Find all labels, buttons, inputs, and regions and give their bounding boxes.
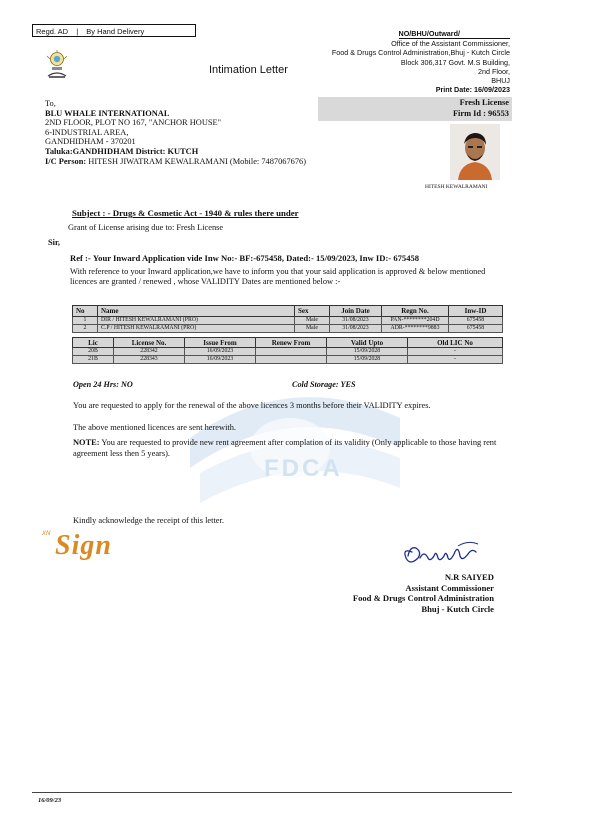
cell-name: C.P / HITESH KEWALRAMANI (PRO)	[98, 325, 295, 333]
firm-id: Firm Id : 96553	[452, 109, 509, 118]
handwritten-signature	[398, 536, 482, 568]
col-regn-no: Regn No.	[382, 306, 449, 317]
address-line-1: 2ND FLOOR, PLOT NO 167, "ANCHOR HOUSE"	[45, 118, 222, 128]
licence-table	[72, 337, 503, 364]
col-sex: Sex	[295, 306, 330, 317]
signatory-designation: Assistant Commissioner	[405, 582, 494, 593]
cell-old-lic-no: -	[408, 348, 503, 356]
cell-valid-upto: 15/09/2028	[327, 348, 408, 356]
ic-person-value: HITESH JIWATRAM KEWALRAMANI (Mobile: 7487067676)	[88, 156, 306, 166]
office-line-2: Food & Drugs Control Administration,Bhuj - Kutch Circle	[331, 48, 510, 58]
col-valid-upto: Valid Upto	[327, 338, 408, 348]
note-label: NOTE:	[73, 438, 100, 447]
license-type-box	[318, 97, 512, 121]
grant-line: Grant of License arising due to: Fresh License	[68, 223, 224, 232]
firm-name: BLU WHALE INTERNATIONAL	[45, 108, 170, 118]
signatory-org: Food & Drugs Control Administration	[352, 593, 494, 603]
ref-text: Your Inward Application vide Inw No:- BF:-675458, Dated:- 15/09/2023, Inw ID:- 675458	[92, 253, 420, 263]
reference-line	[70, 253, 419, 263]
addressee-block	[45, 99, 306, 166]
ref-label: Ref :-	[70, 253, 91, 263]
cell-lic: 20B	[73, 348, 114, 356]
cell-issue-from: 16/09/2023	[185, 356, 256, 364]
cell-sex: Male	[295, 317, 330, 325]
ic-person-label: I/C Person:	[45, 156, 87, 166]
signatory-circle: Bhuj - Kutch Circle	[421, 603, 494, 614]
office-line-4: 2nd Floor,	[478, 66, 510, 76]
regd-ad-box	[32, 24, 196, 37]
watermark-text: FDCA	[264, 455, 343, 482]
cell-license-no: 228342	[114, 348, 185, 356]
person-photo	[450, 124, 500, 180]
to-label: To,	[45, 99, 56, 108]
cell-sex: Male	[295, 325, 330, 333]
licence-table-header	[73, 338, 503, 348]
cell-old-lic-no: -	[408, 356, 503, 364]
footer-divider	[32, 792, 512, 793]
signatory-block	[353, 572, 494, 614]
acknowledge-line: Kindly acknowledge the receipt of this letter.	[73, 516, 224, 525]
cell-no: 1	[73, 317, 98, 325]
office-line-3: Block 306,317 Govt. M.S Building,	[400, 57, 510, 67]
signatory-name: N.R SAIYED	[444, 572, 494, 582]
herewith-line: The above mentioned licences are sent herewith.	[73, 423, 237, 432]
col-name: Name	[98, 306, 295, 317]
intro-paragraph: With reference to your Inward application,we have to inform you that your said application is approved & below mentioned licences are granted / renewed , whose VALIDITY Dates are mentioned below :-	[70, 267, 486, 287]
cold-storage: Cold Storage: YES	[292, 380, 356, 389]
delivery-label: By Hand Delivery	[86, 27, 145, 36]
page-title: Intimation Letter	[209, 64, 288, 76]
address-line-2: 6-INDUSTRIAL AREA,	[45, 127, 129, 137]
office-address	[290, 29, 510, 94]
table-row	[73, 348, 503, 356]
esign-small-mark: XN	[42, 531, 51, 537]
col-join-date: Join Date	[330, 306, 382, 317]
cell-valid-upto: 15/09/2028	[327, 356, 408, 364]
col-license-no: License No.	[114, 338, 185, 348]
cell-issue-from: 16/09/2023	[185, 348, 256, 356]
photo-caption: HITESH KEWALRAMANI	[425, 184, 488, 190]
salutation: Sir,	[48, 238, 61, 247]
subject-line: Subject : - Drugs & Cosmetic Act - 1940 & rules there under	[72, 208, 299, 218]
cell-lic: 21B	[73, 356, 114, 364]
note-text: You are requested to provide new rent agreement after complation of its validity (Only applicable to those having rent agreement less then 5 years).	[73, 438, 497, 458]
cell-license-no: 228343	[114, 356, 185, 364]
print-date: Print Date: 16/09/2023	[435, 85, 510, 95]
persons-table-header	[73, 306, 503, 317]
cell-inw-id: 675458	[449, 325, 503, 333]
cell-join-date: 31/08/2023	[330, 325, 382, 333]
outward-ref-no: NO/BHU/Outward/	[399, 29, 511, 39]
office-line-5: BHUJ	[491, 76, 510, 86]
taluka-district: Taluka:GANDHIDHAM District: KUTCH	[45, 146, 199, 156]
cell-renew-from	[256, 356, 327, 364]
open-24-hrs: Open 24 Hrs: NO	[73, 380, 133, 389]
col-no: No	[73, 306, 98, 317]
col-old-lic-no: Old LIC No	[408, 338, 503, 348]
esign-stamp: Sign	[55, 530, 112, 561]
renewal-instruction: You are requested to apply for the renewal of the above licences 3 months before their VALIDITY expires.	[73, 401, 431, 410]
cell-no: 2	[73, 325, 98, 333]
office-line-1: Office of the Assistant Commissioner,	[391, 39, 510, 49]
footer-date: 16/09/23	[38, 797, 62, 804]
license-type: Fresh License	[459, 98, 509, 107]
col-renew-from: Renew From	[256, 338, 327, 348]
col-issue-from: Issue From	[185, 338, 256, 348]
cell-regn-no: PAN-********204D	[382, 317, 449, 325]
separator: |	[76, 27, 79, 36]
cell-join-date: 31/08/2023	[330, 317, 382, 325]
col-inw-id: Inw-ID	[449, 306, 503, 317]
table-row	[73, 317, 503, 325]
table-row	[73, 325, 503, 333]
col-lic: Lic	[73, 338, 114, 348]
note-paragraph	[73, 438, 503, 459]
cell-inw-id: 675458	[449, 317, 503, 325]
cell-name: DIR / HITESH KEWALRAMANI (PRO)	[98, 317, 295, 325]
address-line-3: GANDHIDHAM - 370201	[45, 137, 136, 147]
emblem-logo	[44, 50, 70, 80]
cell-regn-no: ADR-********9883	[382, 325, 449, 333]
table-row	[73, 356, 503, 364]
cell-renew-from	[256, 348, 327, 356]
regd-label: Regd. AD	[36, 27, 69, 36]
persons-table	[72, 305, 503, 333]
